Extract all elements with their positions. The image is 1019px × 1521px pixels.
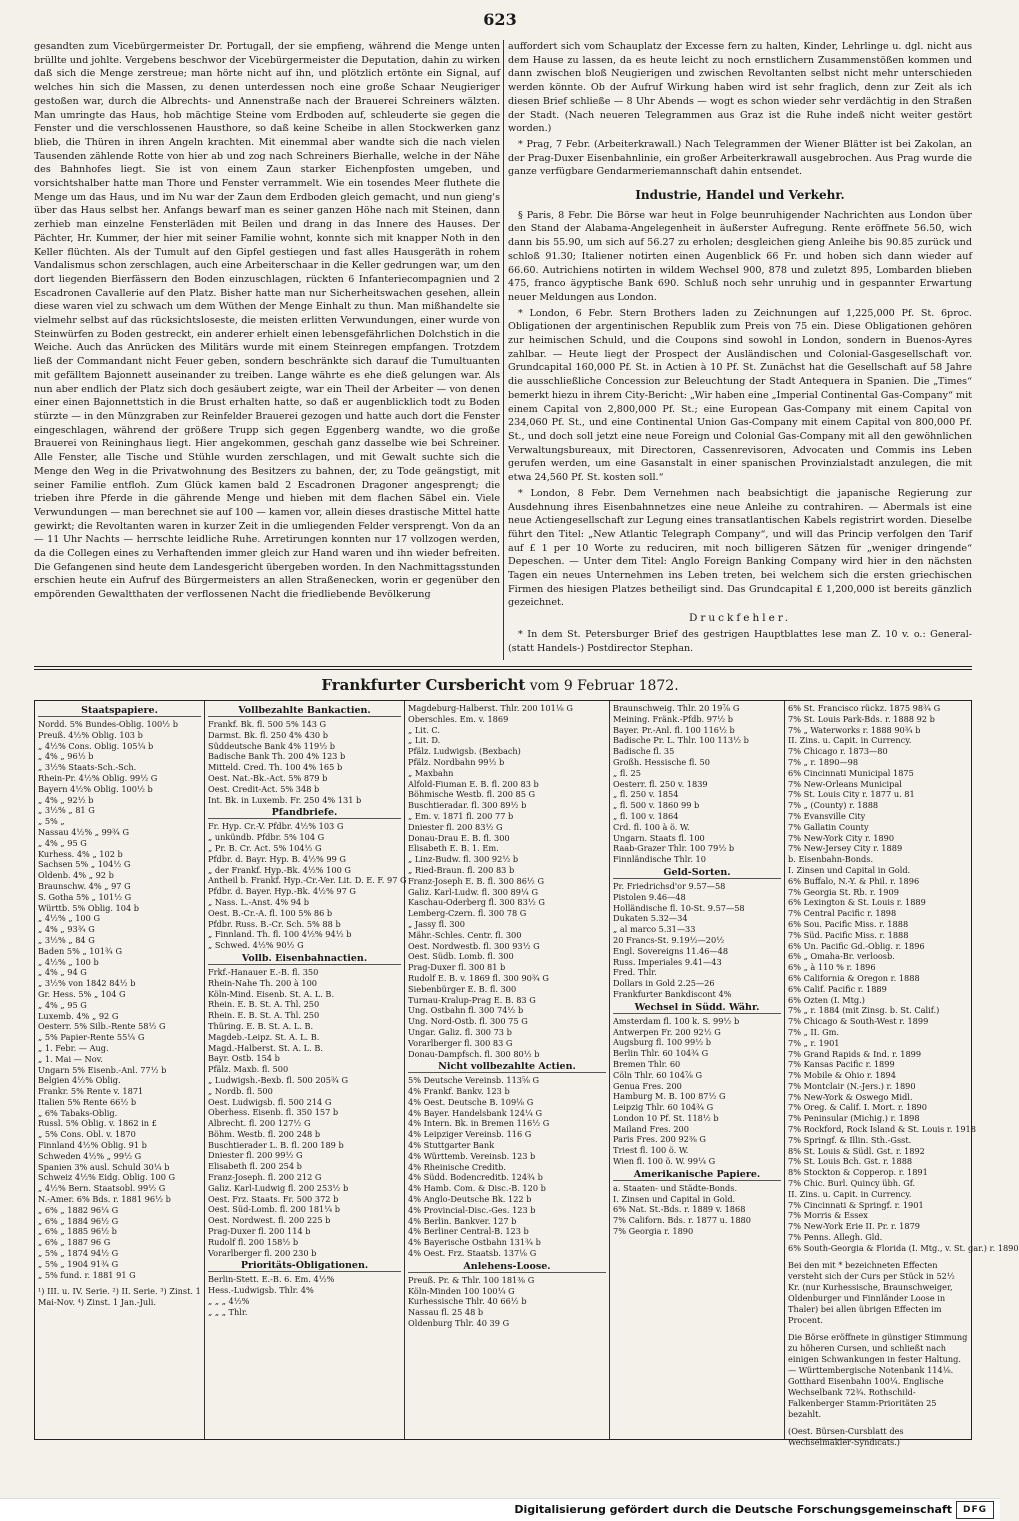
- quote-row: 7% Chicago r. 1873—80: [788, 746, 888, 757]
- quote-row: Kaschau-Oderberg fl. 300 83½ G: [408, 897, 545, 908]
- quote-row: Badische Pr. L. Thlr. 100 113½ b: [613, 735, 749, 746]
- quote-row: 7% Grand Rapids & Ind. r. 1899: [788, 1048, 922, 1059]
- quote-row: Schweiz 4½% Eidg. Oblig. 100 G: [38, 1172, 176, 1183]
- news-item-prag: * Prag, 7 Febr. (Arbeiterkrawall.) Nach Telegrammen der Wiener Blätter ist bei Zakolan, an der Prag-Duxer Eisenbahnlinie, ein großer Arbeiterkrawall ausgebrochen. Aus Prag wurde die ganze verfügbare Gendarmeriemannschaft dahin entsendet.: [508, 138, 972, 178]
- quote-row: Amsterdam fl. 100 k. S. 99½ b: [613, 1015, 740, 1026]
- quote-row: Hamburg M. B. 100 87½ G: [613, 1091, 726, 1102]
- quote-row: Berlin-Stett. E.-B. 6. Em. 4½%: [208, 1274, 335, 1285]
- dfg-logo: DFG: [956, 1501, 994, 1519]
- quote-row: Mailand Fres. 200: [613, 1123, 689, 1134]
- footer-band: [0, 1498, 1000, 1521]
- board-column-lots-exchange: [610, 701, 785, 1439]
- quote-row: Buschtierader L. B. fl. 200 189 b: [208, 1139, 344, 1150]
- quote-row: Pfdbr. Russ. B.-Cr. Sch. 5% 88 b: [208, 918, 341, 929]
- quote-row: „ 4½% Bern. Staatsobl. 99½ G: [38, 1183, 166, 1194]
- quote-row: Preuß. Pr. & Thlr. 100 181⅜ G: [408, 1274, 535, 1285]
- quote-row: Donau-Drau E. B. fl. 300: [408, 832, 510, 843]
- page-number: 623: [483, 10, 517, 29]
- quote-row: Oest. Nat.-Bk.-Act. 5% 879 b: [208, 772, 328, 783]
- quote-row: „ Lit. C.: [408, 724, 440, 735]
- quote-row: „ der Frankf. Hyp.-Bk. 4½% 100 G: [208, 864, 351, 875]
- quote-row: Frankfurter Bankdiscont 4%: [613, 988, 732, 999]
- quote-row: 7% Springf. & Illin. Sth.-Gsst.: [788, 1134, 912, 1145]
- quote-row: 6% Nat. St.-Bds. r. 1889 v. 1868: [613, 1204, 746, 1215]
- quote-row: Galiz. Karl-Ludw. fl. 300 89¼ G: [408, 886, 539, 897]
- quote-row: 7% New-Jersey City r. 1889: [788, 843, 903, 854]
- quote-row: „ Lit. D.: [408, 735, 441, 746]
- board-section-heading: Prioritäts-Obligationen.: [208, 1260, 401, 1272]
- quote-row: 6% Calif. Pacific r. 1889: [788, 983, 887, 994]
- quote-row: 6% St. Francisco rückz. 1875 98¾ G: [788, 703, 941, 713]
- footer-credit: Digitalisierung gefördert durch die Deutsche Forschungsgemeinschaft: [514, 1503, 952, 1516]
- quote-row: Ungar. Galiz. fl. 300 73 b: [408, 1026, 512, 1037]
- quote-row: „ fl. 25: [613, 767, 641, 778]
- quote-row: Oest. Nordwestb. fl. 300 93½ G: [408, 940, 540, 951]
- quote-row: Triest fl. 100 ö. W.: [613, 1145, 689, 1156]
- quote-row: Bayern 4½% Oblig. 100½ b: [38, 783, 153, 794]
- quote-row: 8% St. Louis & Südl. Gst. r. 1892: [788, 1145, 925, 1156]
- quote-row: Vorarlberger fl. 200 230 b: [208, 1247, 317, 1258]
- quote-row: 7% St. Louis Bch. Gst. r. 1888: [788, 1156, 913, 1167]
- quote-row: Kurhessische Thlr. 40 66½ b: [408, 1296, 527, 1307]
- quote-row: „ 4% „ 94 G: [38, 967, 87, 978]
- quote-row: Spanien 3% ausl. Schuld 30¼ b: [38, 1161, 170, 1172]
- correction-title: Druckfehler.: [688, 612, 792, 625]
- quote-row: Prag-Duxer fl. 300 81 b: [408, 962, 506, 973]
- quote-row: 4% Südd. Bodencreditb. 124¾ b: [408, 1172, 543, 1183]
- quote-row: Ungarn. Staats fl. 100: [613, 832, 705, 843]
- quote-row: Oberhess. Eisenb. fl. 350 157 b: [208, 1107, 339, 1118]
- article-right-column: [508, 40, 972, 652]
- quote-row: Rhein-Pr. 4½% Oblig. 99½ G: [38, 772, 158, 783]
- quote-row: 5% Deutsche Vereinsb. 113⅝ G: [408, 1075, 540, 1086]
- quote-row: Rudolf E. B. v. 1869 fl. 300 90¾ G: [408, 972, 549, 983]
- quote-row: 7% New-York & Oswego Midl.: [788, 1091, 913, 1102]
- quote-row: Hess.-Ludwigsb. Thlr. 4%: [208, 1285, 314, 1296]
- quote-row: Pfälz. Nordbahn 99½ b: [408, 756, 505, 767]
- quote-row: 20 Francs-St. 9.19½—20½: [613, 934, 725, 945]
- quote-row: Paris Fres. 200 92⅜ G: [613, 1134, 706, 1145]
- quote-row: Badische fl. 35: [613, 746, 675, 757]
- quote-row: „ 4% „ 95 G: [38, 999, 87, 1010]
- news-item-london-1: * London, 6 Febr. Stern Brothers laden zu Zeichnungen auf 1,225,000 Pf. St. 6proc. Obligationen der argentinischen Republik zum Preis von 75 ein. Diese Obligationen gehören zur heimischen Schuld, und die Coupons sind sowohl in London, sondern in Buenos-Ayres zahlbar. — Heute liegt der Prospect der Ausländischen und Colonial-Gasgesellschaft vor. Grundcapital 160,000 Pf. St. in Actien à 10 Pf. St. Zunächst hat die Gesellschaft auf 58 Jahre die ausschließliche Concession zur Beleuchtung der Stadt Antequera in Spanien. Die „Times“ bemerkt hiezu in ihrem City-Bericht: „Wir haben eine „Imperial Continental Gas-Company“ mit einem Capital von 2,800,000 Pf. St.; eine European Gas-Company mit einem Capital von 234,060 Pf. St., und eine Continental Union Gas-Company mit einem Capital von 800,000 Pf. St., und doch soll jetzt eine neue Foreign und Colonial Gas-Company mit all den gewöhnlichen Verwaltungsbureaux, mit Directoren, Cassenrevisoren, Advocaten und Commis ins Leben gerufen werden, um eine Gasanstalt in einer spanischen Provinzialstadt anzulegen, die mit etwa 24,560 Pf. St. kosten soll.“: [508, 307, 972, 484]
- board-section-heading: Wechsel in Südd. Währ.: [613, 1002, 781, 1014]
- quote-row: Pfälz. Maxb. fl. 500: [208, 1064, 289, 1075]
- quote-row: Franz-Joseph E. B. fl. 300 86½ G: [408, 875, 545, 886]
- board-column-banks-railways: [205, 701, 405, 1439]
- quote-row: Oest. B.-Cr.-A. fl. 100 5% 86 b: [208, 907, 333, 918]
- quote-row: Albrecht. fl. 200 127½ G: [208, 1118, 311, 1129]
- section-rule: [34, 666, 972, 667]
- quote-row: 4% Berliner Central-B. 123 b: [408, 1226, 529, 1237]
- quote-row: a. Staaten- und Städte-Bonds.: [613, 1182, 738, 1193]
- quote-row: Oest. Süd-Lomb. fl. 200 181¼ b: [208, 1204, 341, 1215]
- quote-row: S. Gotha 5% „ 101½ G: [38, 891, 132, 902]
- price-board: [34, 700, 1019, 1447]
- quote-row: Rudolf fl. 200 158½ b: [208, 1236, 299, 1247]
- quote-row: Finnland 4½% Oblig. 91 b: [38, 1140, 147, 1151]
- quote-row: Preuß. 4½% Oblig. 103 b: [38, 729, 143, 740]
- quote-row: Dollars in Gold 2.25—26: [613, 978, 715, 989]
- quote-row: Bayr. Ostb. 154 b: [208, 1053, 280, 1064]
- quote-row: 4% Rheinische Creditb.: [408, 1161, 506, 1172]
- quote-row: Ung. Ostbahn fl. 300 74½ b: [408, 1005, 524, 1016]
- quote-row: „ Finnland. Th. fl. 100 4½% 94½ b: [208, 929, 352, 940]
- quote-row: „ al marco 5.31—33: [613, 924, 696, 935]
- quote-row: 8% Stockton & Copperop. r. 1891: [788, 1167, 928, 1178]
- quote-row: 4% Hamb. Com. & Disc.-B. 120 b: [408, 1183, 546, 1194]
- quote-row: 7% New-Orleans Municipal: [788, 778, 902, 789]
- quote-row: 4% Berlin. Bankver. 127 b: [408, 1215, 517, 1226]
- quote-row: „ 4% „ 96½ b: [38, 751, 94, 762]
- quote-row: 7% St. Louis Park-Bds. r. 1888 92 b: [788, 713, 935, 724]
- quote-row: „ Ludwigsh.-Bexb. fl. 500 205¾ G: [208, 1074, 349, 1085]
- quote-row: Oberschles. Em. v. 1869: [408, 713, 509, 724]
- quote-row: „ 3½% Staats-Sch.-Sch.: [38, 762, 137, 773]
- quote-row: Darmst. Bk. fl. 250 4% 430 b: [208, 729, 328, 740]
- quote-row: Augsburg fl. 100 99½ b: [613, 1037, 711, 1048]
- quote-row: Süddeutsche Bank 4% 119½ b: [208, 740, 336, 751]
- board-note: Bei den mit * bezeichneten Effecten versteht sich der Curs per Stück in 52½ Kr. (nur Kurhessische, Braunschweiger, Oldenburger und Finnländer Loose in Thaler) bei allen übrigen Effecten im Procent.: [788, 1259, 955, 1325]
- quote-row: 7% Mobile & Ohio r. 1894: [788, 1070, 896, 1081]
- quote-row: Raab-Grazer Thlr. 100 79½ b: [613, 843, 735, 854]
- quote-row: Turnau-Kralup-Prag E. B. 83 G: [408, 994, 536, 1005]
- quote-row: „ „ „ Thlr.: [208, 1306, 248, 1317]
- quote-row: „ Pr. B. Cr. Act. 5% 104½ G: [208, 842, 322, 853]
- quote-row: „ Ried-Braun. fl. 200 83 b: [408, 864, 515, 875]
- quote-row: „ 6% „ 1884 96½ G: [38, 1215, 119, 1226]
- quote-row: 6% South-Georgia & Florida (I. Mtg., v. St. gar.) r. 1890: [788, 1242, 1019, 1253]
- article-left-column: [34, 40, 500, 652]
- board-note: Die Börse eröffnete in günstiger Stimmung zu höheren Cursen, und schließt nach einigen Schwankungen in fester Haltung. — Württembergische Notenbank 114⅛. Gotthard Eisenbahn 100¼. Englische Wechselbank 72¾. Rothschild-Falkenberger Stamm-Prioritäten 25 bezahlt.: [788, 1331, 968, 1419]
- quote-row: 7% Californ. Bds. r. 1877 u. 1880: [613, 1215, 751, 1226]
- quote-row: II. Zins. u. Capit. in Currency.: [788, 1188, 912, 1199]
- quote-row: b. Eisenbahn-Bonds.: [788, 854, 874, 865]
- quote-row: Frkf.-Hanauer E.-B. fl. 350: [208, 966, 319, 977]
- quote-row: 4% Stuttgarter Bank: [408, 1140, 495, 1151]
- board-section-heading: Staatspapiere.: [38, 705, 201, 717]
- quote-row: Wien fl. 100 ö. W. 99¼ G: [613, 1156, 716, 1167]
- quote-row: Nassau 4½% „ 99¾ G: [38, 826, 130, 837]
- quote-row: Franz-Joseph. fl. 200 212 G: [208, 1172, 322, 1183]
- quote-row: Badische Bank Th. 200 4% 123 b: [208, 751, 346, 762]
- quote-row: 4% Frankf. Bankv. 123 b: [408, 1086, 510, 1097]
- correction-text: * In dem St. Petersburger Brief des gestrigen Hauptblattes lese man Z. 10 v. o.: General-(statt Handels-) Postdirector Stephan.: [508, 628, 972, 654]
- quote-row: 4% Anglo-Deutsche Bk. 122 b: [408, 1194, 532, 1205]
- quote-row: „ 5% „ 1904 91¾ G: [38, 1258, 119, 1269]
- quote-row: „ 6% „ 1882 96¼ G: [38, 1204, 119, 1215]
- quote-row: Genua Fres. 200: [613, 1080, 682, 1091]
- quote-row: Leipzig Thlr. 60 104¾ G: [613, 1102, 714, 1113]
- quote-row: Magdeb.-Leipz. St. A. L. B.: [208, 1031, 320, 1042]
- quote-row: Köln-Mind. Eisenb. St. A. L. B.: [208, 988, 335, 999]
- quote-row: Pistolen 9.46—48: [613, 891, 686, 902]
- quote-row: 7% Rockford, Rock Island & St. Louis r. 1918: [788, 1124, 976, 1135]
- quote-row: Frankr. 5% Rente v. 1871: [38, 1086, 144, 1097]
- quote-row: Pfälz. Ludwigsb. (Bexbach): [408, 746, 521, 757]
- quote-row: Pfdbr. d. Bayr. Hyp. B. 4½% 99 G: [208, 853, 346, 864]
- article-paragraph: gesandten zum Vicebürgermeister Dr. Portugall, der sie empfieng, während die Menge unten brüllte und johlte. Vergebens beschwor der Vicebürgermeister die Deputation, dahin zu wirken daß sich die Menge zerstreue; man hörte nicht auf ihn, und plötzlich ertönte ein Signal, auf welches hin sich die Massen, zu denen unterdessen noch eine große Schaar Neugieriger gestoßen war, durch die Albrechts- und Annenstraße nach der Brauerei Schreiners wälzten. Man umringte das Haus, hob mächtige Steine vom Erdboden auf, schleuderte sie gegen die Fenster und die verschlossenen Hausthore, so daß keine Scheibe in allen Stockwerken ganz blieb, die Thüren in ihren Angeln krachten. Mit einemmal aber wandte sich die nach vielen Tausenden zählende Rotte von hier ab und zog nach Schreiners Bierhalle, welche in der Nähe des Bahnhofes liegt. Sie ist von einem Zaun starker Eichenpfosten umgeben, und vorsichtshalber hatte man Thore und Fenster verrammelt. Wie ein tosendes Meer fluthete die Menge um das Haus, und im Nu war der Zaun dem Erdboden gleich gemacht, und nun gieng's über das Haus selbst her. Anfangs bewarf man es seiner ganzen Höhe nach mit Steinen, dann zerhieb man einzelne Fensterläden mit Beilen und drang in das Innere des Hauses. Der Pächter, Hr. Kummer, der hier mit seiner Familie wohnt, konnte sich mit knapper Noth in den Keller flüchten. Als der Tumult auf den Gipfel gestiegen und fast alles Hausgeräth in rohem Vandalismus schon zerschlagen, auch eine Arbeiterschaar in die Keller gedrungen war, um den dort liegenden Bierfässern den Boden einzuschlagen, rückten 6 Infanteriecompagnien und 2 Escadronen Cavallerie auf den Platz. Bisher hatte man nur Sicherheitswachen gesehen, allein diese waren viel zu schwach um dem Wüthen der Menge Einhalt zu thun. Man mißhandelte sie vielmehr selbst auf das rücksichtsloseste, die meisten erlitten Verwundungen, einer wurde von Steinwürfen zu Boden gestreckt, ein anderer erhielt einen lebensgefährlichen Dolchstich in die Weiche. Auch das Anrücken des Militärs wurde mit einem Steinregen empfangen. Trotzdem ließ der Commandant nicht Feuer geben, sondern beschränkte sich darauf die Tumultuanten mit gefälltem Bajonnett auseinander zu treiben. Lange währte es ehe dieß gelungen war. Als nun aber endlich der Platz sich doch gesäubert zeigte, war ein Theil der Arbeiter — von denen einer einen Bajonnettstich in die Brust erhalten hatte, so daß er augenblicklich todt zu Boden stürzte — in den Münzgraben zur Reinfelder Brauerei gezogen und hatte auch dort die Fenster eingeschlagen, während der größere Trupp sich gegen Eggenberg wandte, wo die große Brauerei von Reininghaus liegt. Hier angekommen, geschah ganz dasselbe wie bei Schreiner. Alle Fenster, alle Tische und Stühle wurden zerschlagen, und mit Gewalt suchte sich die Menge den Weg in die Privatwohnung des Besitzers zu bahnen, der, zu Tode geängstigt, mit seiner Familie entfloh. Zum Glück kamen bald 2 Escadronen Dragoner angesprengt; die trieben ihre Pferde in die gährende Menge und hieben mit dem flachen Säbel ein. Viele Verwundungen — man berechnet sie auf 100 — kamen vor, allein dieses drastische Mittel hatte gewirkt; die Revoltanten waren in kurzer Zeit in die umliegenden Felder versprengt. Von da an — 11 Uhr Nachts — herrschte leidliche Ruhe. Arretirungen konnten nur 17 vollzogen werden, da die Collegen eines zu Verhaftenden immer gleich zur Hand waren und ihn wieder befreiten. Die Gefangenen sind heute dem Landesgericht übergeben worden. In den Nachmittagsstunden erschien heute ein Aufruf des Bürgermeisters an allen Straßenecken, worin er gegenüber den empörenden Gewaltthaten der verflossenen Nacht die friedliebende Bevölkerung: [34, 41, 500, 601]
- quote-row: 6% Sou. Pacific Miss. r. 1888: [788, 918, 909, 929]
- quote-row: 4% Bayerische Ostbahn 131¾ b: [408, 1237, 541, 1248]
- quote-row: Luxemb. 4% „ 92 G: [38, 1010, 119, 1021]
- quote-row: Pr. Friedrichsd'or 9.57—58: [613, 880, 726, 891]
- quote-row: Schweden 4½% „ 99½ G: [38, 1150, 142, 1161]
- quote-row: 4% Provincial-Disc.-Ges. 123 b: [408, 1204, 536, 1215]
- quote-row: „ 5% „ 1874 94½ G: [38, 1248, 119, 1259]
- quote-row: „ Nordb. fl. 500: [208, 1085, 273, 1096]
- quote-row: 6% „ Omaha-Br. verloosb.: [788, 951, 895, 962]
- quote-row: „ Schwed. 4½% 90½ G: [208, 940, 304, 951]
- quote-row: „ fl. 250 v. 1854: [613, 789, 679, 800]
- quote-row: Galiz. Karl-Ludwig fl. 200 253½ b: [208, 1182, 349, 1193]
- quote-row: 4% Bayer. Handelsbank 124¼ G: [408, 1107, 543, 1118]
- quote-row: 7% New-York City r. 1890: [788, 832, 895, 843]
- quote-row: Magdeburg-Halberst. Thlr. 200 101⅛ G: [408, 703, 573, 713]
- quote-row: 7% Morris & Essex: [788, 1210, 868, 1221]
- quote-row: 7% Penns. Allegh. Gld.: [788, 1232, 883, 1243]
- quote-row: Russ. Imperiales 9.41—43: [613, 956, 722, 967]
- quote-row: 7% „ II. Gm.: [788, 1026, 840, 1037]
- quote-row: 4% Württemb. Vereinsb. 123 b: [408, 1150, 536, 1161]
- quote-row: Böhmische Westb. fl. 200 85 G: [408, 789, 536, 800]
- quote-row: Rhein. E. B. St. A. Thl. 250: [208, 1010, 320, 1021]
- quote-row: Rhein. E. B. St. A. Thl. 250: [208, 999, 320, 1010]
- quote-row: „ Em. v. 1871 fl. 200 77 b: [408, 810, 514, 821]
- quote-row: Buschtieradar. fl. 300 89½ b: [408, 800, 527, 811]
- board-section-heading: Amerikanische Papiere.: [613, 1169, 781, 1181]
- quote-row: 4% Oest. Frz. Staatsb. 137⅛ G: [408, 1248, 537, 1259]
- quote-row: Finnländische Thlr. 10: [613, 854, 706, 865]
- quote-row: Dniester fl. 200 99½ G: [208, 1150, 303, 1161]
- quote-row: Magd.-Halberst. St. A. L. B.: [208, 1042, 323, 1053]
- quote-row: 7% Central Pacific r. 1898: [788, 908, 897, 919]
- quote-row: Vorarlberger fl. 300 83 G: [408, 1037, 513, 1048]
- quote-row: „ 5% „: [38, 816, 65, 827]
- quote-row: „ Jassy fl. 300: [408, 918, 465, 929]
- quote-row: „ 3½% „ 81 G: [38, 805, 95, 816]
- quote-row: Oest. Credit-Act. 5% 348 b: [208, 783, 320, 794]
- quote-row: „ Nass. L.-Anst. 4% 94 b: [208, 896, 310, 907]
- quote-row: „ 6% „ 1885 96½ b: [38, 1226, 117, 1237]
- price-board-title-main: Frankfurter Cursbericht: [321, 676, 526, 694]
- quote-row: I. Zinsen und Capital in Gold.: [613, 1193, 736, 1204]
- quote-row: Bremen Thlr. 60: [613, 1058, 681, 1069]
- quote-row: Kurhess. 4% „ 102 b: [38, 848, 123, 859]
- quote-row: „ Linz-Budw. fl. 300 92½ b: [408, 854, 519, 865]
- quote-row: Belgien 4½% Oblig.: [38, 1075, 121, 1086]
- quote-row: Baden 5% „ 101¾ G: [38, 945, 123, 956]
- board-section-heading: Anlehens-Loose.: [408, 1261, 606, 1273]
- quote-row: „ 3½% „ 84 G: [38, 934, 95, 945]
- quote-row: Dniester fl. 200 83½ G: [408, 821, 503, 832]
- quote-row: „ 3½% von 1842 84½ b: [38, 978, 136, 989]
- quote-row: Pfdbr. d. Bayer. Hyp.-Bk. 4½% 97 G: [208, 886, 356, 897]
- quote-row: London 10 Pf. St. 118½ b: [613, 1112, 719, 1123]
- quote-row: Dukaten 5.32—34: [613, 913, 688, 924]
- quote-row: 7% Montclair (N.-Jers.) r. 1890: [788, 1080, 916, 1091]
- quote-row: Lemberg-Czern. fl. 300 78 G: [408, 908, 527, 919]
- quote-row: 4% Intern. Bk. in Bremen 116½ G: [408, 1118, 550, 1129]
- quote-row: 7% „ (County) r. 1888: [788, 800, 879, 811]
- quote-row: Württb. 5% Oblig. 104 b: [38, 902, 139, 913]
- quote-row: Braunschw. 4% „ 97 G: [38, 880, 131, 891]
- quote-row: 7% Kansas Pacific r. 1899: [788, 1059, 895, 1070]
- quote-row: 7% Chicago & South-West r. 1899: [788, 1016, 929, 1027]
- board-note: ¹) III. u. IV. Serie. ²) II. Serie. ³) Zinst. 1 Mai-Nov. ⁴) Zinst. 1 Jan.-Juli.: [38, 1286, 201, 1308]
- quote-row: Gr. Hess. 5% „ 104 G: [38, 988, 126, 999]
- quote-row: Nordd. 5% Bundes-Oblig. 100½ b: [38, 719, 178, 729]
- quote-row: „ 6% „ 1887 96 G: [38, 1237, 111, 1248]
- quote-row: 6% Cincinnati Municipal 1875: [788, 767, 914, 778]
- quote-row: Fred. Thlr.: [613, 967, 657, 978]
- quote-row: „ 6% Tabaks-Oblig.: [38, 1107, 118, 1118]
- quote-row: Rhein-Nahe Th. 200 à 100: [208, 977, 317, 988]
- quote-row: Siebenbürger E. B. fl. 300: [408, 983, 517, 994]
- quote-row: Elisabeth E. B. 1. Em.: [408, 843, 499, 854]
- quote-row: Oest. Nordwest. fl. 200 225 b: [208, 1215, 331, 1226]
- board-note: (Oest. Bürsen-Cursblatt des Wechselmakler-Syndicats.): [788, 1425, 904, 1447]
- quote-row: Meining. Fränk.-Pfdb. 97½ b: [613, 713, 733, 724]
- quote-row: 7% Gallatin County: [788, 821, 869, 832]
- board-section-heading: Nicht vollbezahlte Actien.: [408, 1061, 606, 1073]
- quote-row: 7% „ r. 1890—98: [788, 756, 859, 767]
- quote-row: Fr. Hyp. Cr.-V. Pfdbr. 4½% 103 G: [208, 821, 344, 832]
- news-item-paris: § Paris, 8 Febr. Die Börse war heut in Folge beunruhigender Nachrichten aus London über den Stand der Alabama-Angelegenheit in äußerster Aufregung. Rente eröffnete 56.50, wich dann bis 55.90, um sich auf 56.27 zu erholen; desgleichen gieng Anleihe bis 90.85 zurück und schloß 91.30; Italiener notirten einen Augenblick 66 Fr. und hoben sich dann wieder auf 66.60. Autrichiens notirten in wildem Wechsel 900, 878 und zuletzt 895, Lombarden blieben 475, franco ägyptische Bank 690. Schluß noch sehr unruhig und in gespannter Erwartung neuer Meldungen aus London.: [508, 209, 972, 303]
- quote-row: Köln-Minden 100 100¼ G: [408, 1285, 515, 1296]
- quote-row: „ 4½% „ 100 G: [38, 913, 100, 924]
- quote-row: Oest. Südb. Lomb. fl. 300: [408, 951, 514, 962]
- quote-row: 6% Un. Pacific Gd.-Oblig. r. 1896: [788, 940, 925, 951]
- board-section-heading: Geld-Sorten.: [613, 867, 781, 879]
- quote-row: II. Zins. u. Capit. in Currency.: [788, 735, 912, 746]
- column-divider: [503, 40, 504, 660]
- quote-row: Antheil b. Frankf. Hyp.-Cr.-Ver. Lit. D. E. F. 97 G: [208, 875, 407, 886]
- quote-row: „ 5% fund. r. 1881 91 G: [38, 1269, 136, 1280]
- article-paragraph: auffordert sich vom Schauplatz der Excesse fern zu halten, Kinder, Lehrlinge u. dgl. nicht aus dem Hause zu lassen, da es heute leicht zu noch ernstlichern Zusammenstößen kommen und dann zwischen bloß Neugierigen und zwischen Revoltanten selbst nicht mehr unterschieden werden könnte. Ob der Aufruf Wirkung haben wird ist sehr fraglich, denn zur Zeit als ich diesen Brief schließe — 8 Uhr Abends — wogt es schon wieder sehr verdächtig in den Straßen der Stadt. (Nach neueren Telegrammen aus Graz ist die Ruhe indeß nicht weiter gestört worden.): [508, 41, 972, 135]
- quote-row: Ung. Nord-Ostb. fl. 300 75 G: [408, 1016, 528, 1027]
- quote-row: 7% „ r. 1884 (mit Zinsg. b. St. Calif.): [788, 1005, 940, 1016]
- price-board-title: [0, 676, 1000, 694]
- quote-row: „ 4% „ 92½ b: [38, 794, 94, 805]
- price-board-title-date: vom 9 Februar 1872.: [529, 678, 679, 694]
- board-column-government-bonds: [35, 701, 205, 1439]
- quote-row: „ 1. Febr. — Aug.: [38, 1042, 109, 1053]
- quote-row: 7% New-York Erie II. Pr. r. 1879: [788, 1221, 920, 1232]
- section-rule: [34, 669, 972, 670]
- quote-row: Antwerpen Fr. 200 92½ G: [613, 1026, 721, 1037]
- quote-row: 7% Chic. Burl. Quincy übh. Gf.: [788, 1178, 916, 1189]
- quote-row: Holländische fl. 10-St. 9.57—58: [613, 902, 745, 913]
- board-section-heading: Pfandbriefe.: [208, 807, 401, 819]
- quote-row: 6% Lexington & St. Louis r. 1889: [788, 897, 926, 908]
- quote-row: Berlin Thlr. 60 104¾ G: [613, 1048, 709, 1059]
- quote-row: „ Maxbahn: [408, 767, 454, 778]
- quote-row: „ 5% Papier-Rente 55¼ G: [38, 1032, 145, 1043]
- quote-row: Mitteld. Cred. Th. 100 4% 165 b: [208, 762, 343, 773]
- quote-row: „ fl. 100 v. 1864: [613, 810, 679, 821]
- quote-row: Oesterr. fl. 250 v. 1839: [613, 778, 708, 789]
- quote-row: Böhm. Westb. fl. 200 248 b: [208, 1128, 321, 1139]
- quote-row: Oesterr. 5% Silb.-Rente 58½ G: [38, 1021, 166, 1032]
- quote-row: 7% „ r. 1901: [788, 1037, 840, 1048]
- quote-row: 7% Oreg. & Calif. I. Mort. r. 1890: [788, 1102, 927, 1113]
- quote-row: Cöln Thlr. 60 104⅞ G: [613, 1069, 702, 1080]
- quote-row: „ „ „ 4½%: [208, 1296, 250, 1307]
- quote-row: Oest. Frz. Staats. Fr. 500 372 b: [208, 1193, 339, 1204]
- quote-row: „ 4% „ 93¾ G: [38, 924, 95, 935]
- quote-row: „ 4½% Cons. Oblig. 105¼ b: [38, 740, 154, 751]
- board-section-heading: Vollbezahlte Bankactien.: [208, 705, 401, 717]
- quote-row: 6% Ozten (I. Mtg.): [788, 994, 865, 1005]
- quote-row: Prag-Duxer fl. 200 114 b: [208, 1226, 311, 1237]
- quote-row: Ungarn 5% Eisenb.-Anl. 77½ b: [38, 1064, 167, 1075]
- quote-row: 7% Süd. Pacific Miss. r. 1888: [788, 929, 909, 940]
- quote-row: 6% „ à 110 % r. 1896: [788, 962, 876, 973]
- quote-row: Engl. Sovereigns 11.46—48: [613, 945, 729, 956]
- quote-row: „ 1. Mai — Nov.: [38, 1053, 103, 1064]
- quote-row: 7% Cincinnati & Springf. r. 1901: [788, 1199, 924, 1210]
- quote-row: Oest. Ludwigsb. fl. 500 214 G: [208, 1096, 332, 1107]
- quote-row: Int. Bk. in Luxemb. Fr. 250 4% 131 b: [208, 794, 362, 805]
- quote-row: 6% California & Oregon r. 1888: [788, 972, 920, 983]
- news-item-london-2: * London, 8 Febr. Dem Vernehmen nach beabsichtigt die japanische Regierung zur Ausdehnung ihres Eisenbahnnetzes eine neue Anleihe zu contrahiren. — Abermals ist eine neue Actiengesellschaft zur Legung eines transatlantischen Kabels registrirt worden. Dieselbe führt den Titel: „New Atlantic Telegraph Company“, und will das Princip verfolgen den Tarif auf £ 1 per 10 Worte zu reduciren, mit noch billigeren Sätzen für „weniger dringende“ Depeschen. — Unter dem Titel: Anglo Foreign Banking Company wird hier in den nächsten Tagen ein neues Unternehmen ins Leben treten, bei welchem sich die ersten griechischen Firmen des hiesigen Platzes betheiligt sind. Das Grundcapital £ 1,200,000 ist bereits gänzlich gezeichnet.: [508, 487, 972, 609]
- quote-row: Großh. Hessische fl. 50: [613, 756, 710, 767]
- quote-row: 7% Evansville City: [788, 810, 866, 821]
- quote-row: Braunschweig. Thlr. 20 19⅞ G: [613, 703, 740, 713]
- quote-row: Bayer. Pr.-Anl. fl. 100 116½ b: [613, 724, 735, 735]
- quote-row: Mähr.-Schles. Centr. fl. 300: [408, 929, 522, 940]
- quote-row: Thüring. E. B. St. A. L. B.: [208, 1020, 314, 1031]
- quote-row: „ unkündb. Pfdbr. 5% 104 G: [208, 832, 325, 843]
- quote-row: Frankf. Bk. fl. 500 5% 143 G: [208, 719, 327, 729]
- quote-row: Elisabeth fl. 200 254 b: [208, 1161, 302, 1172]
- quote-row: I. Zinsen und Capital in Gold.: [788, 864, 911, 875]
- quote-row: 4% Oest. Deutsche B. 109⅛ G: [408, 1096, 534, 1107]
- quote-row: 7% Peninsular (Michig.) r. 1898: [788, 1113, 920, 1124]
- quote-row: Oldenburg Thlr. 40 39 G: [408, 1318, 510, 1329]
- quote-row: 6% Buffalo, N.-Y. & Phil. r. 1896: [788, 875, 920, 886]
- quote-row: „ 5% Cons. Obl. v. 1870: [38, 1129, 136, 1140]
- quote-row: 4% Leipziger Vereinsb. 116 G: [408, 1129, 532, 1140]
- quote-row: 7% St. Louis City r. 1877 u. 81: [788, 789, 915, 800]
- quote-row: Alfold-Fiuman E. B. fl. 200 83 b: [408, 778, 539, 789]
- quote-row: Nassau fl. 25 48 b: [408, 1307, 484, 1318]
- board-section-heading: Vollb. Eisenbahnactien.: [208, 953, 401, 965]
- quote-row: „ 4½% „ 100 b: [38, 956, 99, 967]
- quote-row: Italien 5% Rente 66½ b: [38, 1096, 137, 1107]
- quote-row: 7% Georgia St. Rb. r. 1909: [788, 886, 899, 897]
- quote-row: Russl. 5% Oblig. v. 1862 in £: [38, 1118, 157, 1129]
- quote-row: Oldenb. 4% „ 92 b: [38, 870, 114, 881]
- quote-row: Donau-Dampfsch. fl. 300 80½ b: [408, 1048, 540, 1059]
- board-column-american-papers: [785, 701, 1019, 1447]
- quote-row: 7% „ Waterworks r. 1888 90¾ b: [788, 724, 921, 735]
- quote-row: Sachsen 5% „ 104½ G: [38, 859, 131, 870]
- quote-row: 7% Georgia r. 1890: [613, 1226, 694, 1237]
- quote-row: „ fl. 500 v. 1860 99 b: [613, 800, 700, 811]
- quote-row: N.-Amer. 6% Bds. r. 1881 96½ b: [38, 1194, 171, 1205]
- quote-row: „ 4% „ 95 G: [38, 837, 87, 848]
- board-column-priorities-shares: [405, 701, 610, 1439]
- quote-row: Crd. fl. 100 à ö. W.: [613, 821, 690, 832]
- section-heading: Industrie, Handel und Verkehr.: [635, 188, 845, 203]
